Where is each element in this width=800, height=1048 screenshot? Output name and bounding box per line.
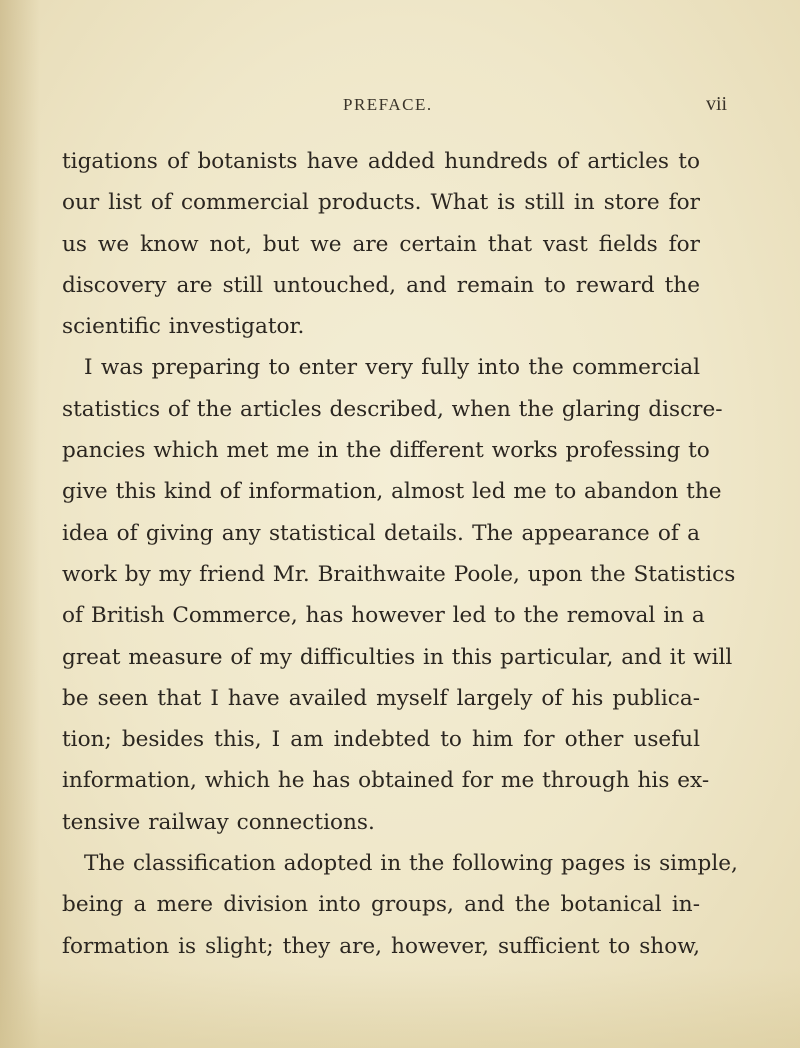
text-line: being a mere division into groups, and the botanical in- — [62, 892, 700, 918]
text-line: our list of commercial products. What is still in store for — [62, 190, 700, 216]
text-line: tensive railway connections. — [62, 809, 375, 835]
text-line: pancies which met me in the different works professing to — [62, 438, 710, 464]
text-line: tion; besides this, I am indebted to him for other useful — [62, 727, 700, 753]
text-line: tigations of botanists have added hundreds of articles to — [62, 149, 700, 174]
text-line: of British Commerce, has however led to the removal in a — [62, 603, 705, 629]
body-text — [62, 141, 738, 967]
text-line: statistics of the articles described, when the glaring discre- — [62, 396, 723, 422]
text-line: great measure of my difficulties in this particular, and it will — [62, 644, 733, 670]
text-line: information, which he has obtained for me through his ex- — [62, 768, 710, 794]
running-head: PREFACE. — [343, 95, 433, 114]
text-line: us we know not, but we are certain that vast fields for — [62, 231, 700, 257]
text-line: work by my friend Mr. Braithwaite Poole, upon the Statistics — [62, 561, 736, 587]
page-header — [0, 95, 800, 125]
text-line: idea of giving any statistical details. The appearance of a — [62, 520, 700, 546]
text-line: be seen that I have availed myself largely of his publica- — [62, 685, 700, 711]
gutter-shadow — [0, 0, 40, 1048]
page-number: vii — [706, 93, 728, 115]
text-line: I was preparing to enter very fully into the commercial — [84, 355, 700, 381]
text-line: The classification adopted in the following pages is simple, — [84, 851, 738, 877]
page-edge-shade — [0, 968, 800, 1048]
text-line: formation is slight; they are, however, sufficient to show, — [62, 933, 700, 959]
text-line: discovery are still untouched, and remain to reward the — [62, 272, 700, 298]
text-line: scientific investigator. — [62, 314, 305, 340]
text-line: give this kind of information, almost led me to abandon the — [62, 479, 722, 505]
